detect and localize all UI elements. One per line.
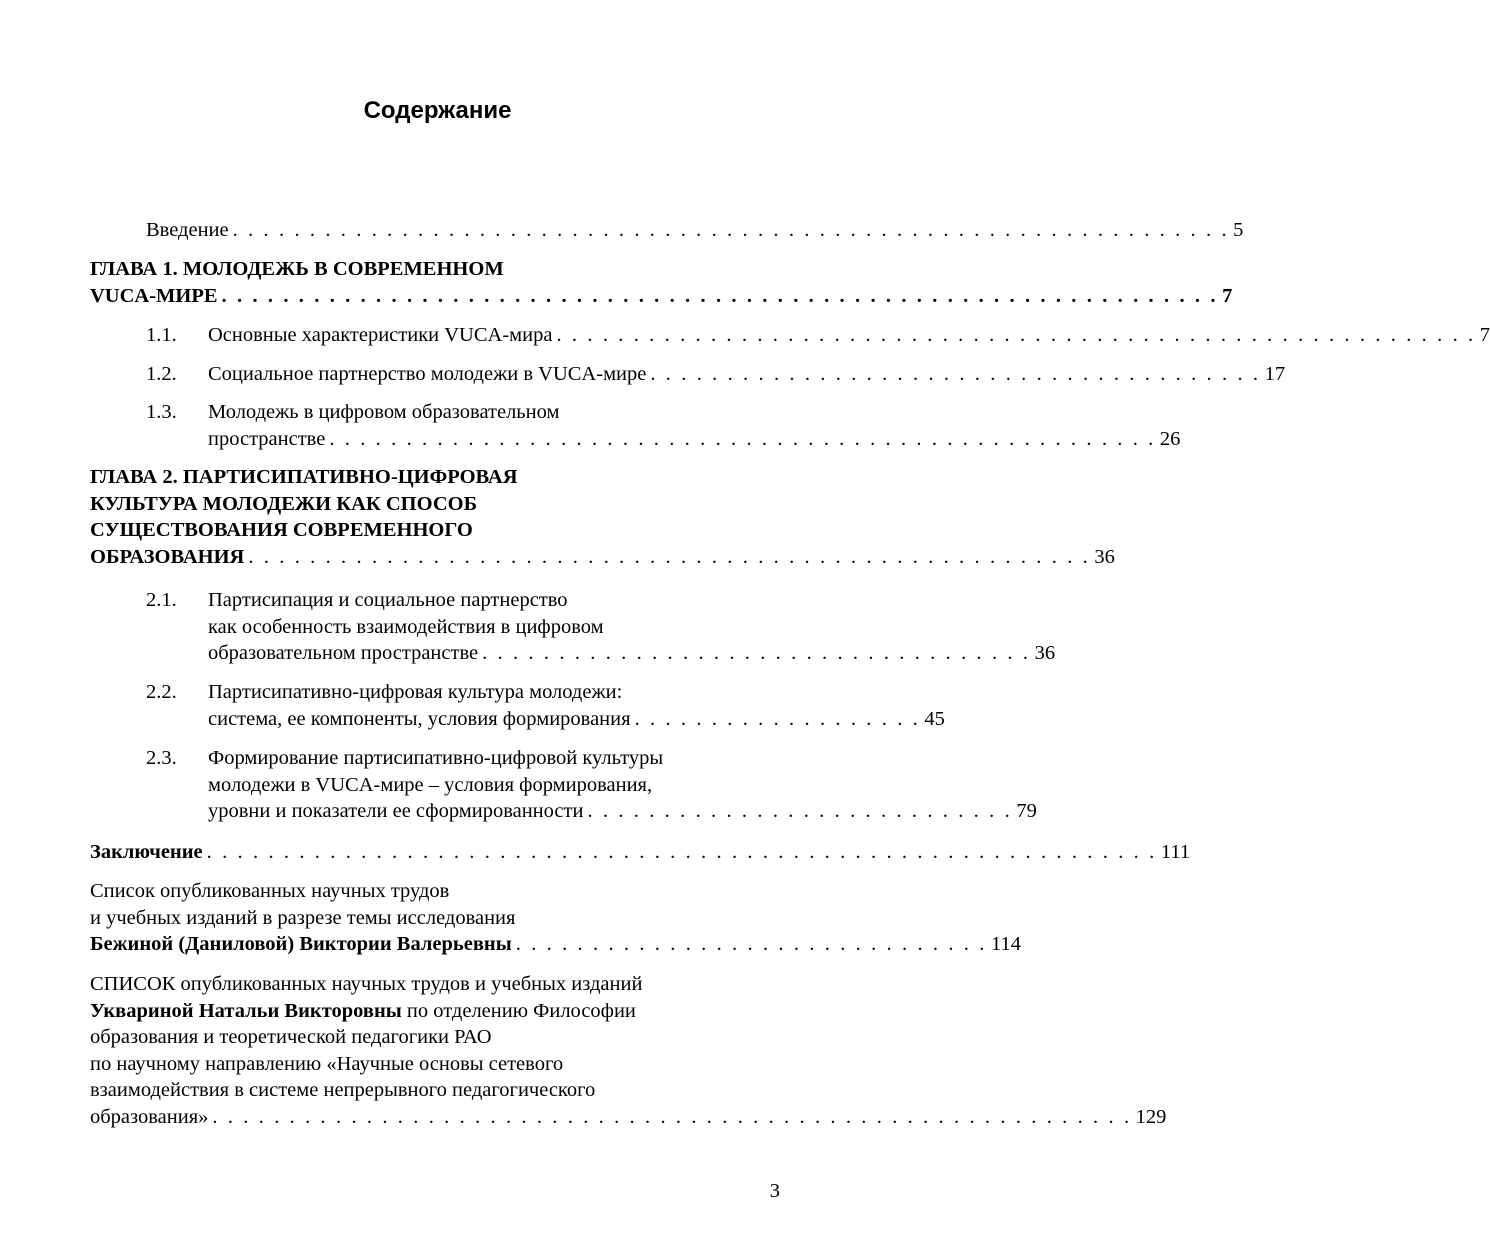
toc-entry-text: Формирование партисипативно-цифровой культуры [208,747,664,769]
leader-dots: . . . . . . . . . . . . . . . . . . . . . . . . . . . . . . . . . . . . . . . . . . . . . . . . . . . . . . . [248,545,1091,568]
chapter-title-line: СУЩЕСТВОВАНИЯ СОВРЕМЕННОГО [90,519,473,541]
toc-entry-text: образования и теоретической педагогики РАО [90,1026,492,1048]
chapter-title-line: VUCA-МИРЕ [90,284,218,307]
toc-page-number: 7 [1479,324,1490,346]
section-number: 1.1. [146,324,177,346]
toc-entry-section-2-1 [208,587,1056,667]
toc-entry-text: Партисипативно-цифровая культура молодежи: [208,681,623,703]
toc-page-number: 111 [1160,841,1191,863]
leader-dots: . . . . . . . . . . . . . . . . . . . . . . . . . . . . . . . . . . . . . . . . . . . . . . . . . . . . . . . . . . . . [212,1105,1132,1128]
toc-page-number: 79 [1016,800,1037,822]
toc-page-number: 114 [990,933,1021,955]
toc-entry-text: Основные характеристики VUCA-мира [208,324,553,346]
toc-entry-section-1-2 [208,361,1286,388]
toc-entry-chapter-1 [90,256,1233,309]
toc-entry-text: и учебных изданий в разрезе темы исследования [90,906,516,929]
toc-entry-text: пространстве [208,427,326,450]
page-number: 3 [769,1180,780,1202]
toc-entry-text: Список опубликованных научных трудов [90,880,450,902]
toc-page-number: 26 [1159,427,1181,450]
section-number: 2.3. [146,747,177,769]
section-number: 2.1. [146,589,177,611]
toc-entry-section-1-1 [208,322,1490,349]
toc-page-number: 5 [1233,219,1244,241]
toc-entry-section-2-2 [208,679,945,732]
toc-entry-text: Молодежь в цифровом образовательном [208,401,560,423]
toc-page-number: 17 [1264,363,1286,385]
toc-entry-text: Введение [146,219,229,241]
section-number: 1.2. [146,363,177,385]
chapter-title-line: ГЛАВА 1. МОЛОДЕЖЬ В СОВРЕМЕННОМ [90,258,504,280]
chapter-title-line: ГЛАВА 2. ПАРТИСИПАТИВНО-ЦИФРОВАЯ [90,466,518,488]
toc-entry-text: Социальное партнерство молодежи в VUCA-мире [208,363,647,385]
chapter-title-line: ОБРАЗОВАНИЯ [90,545,245,568]
section-number: 2.2. [146,681,177,703]
toc-entry-publications-2 [90,971,1167,1130]
toc-entry-text: Партисипация и социальное партнерство [208,589,568,611]
toc-entry-text: система, ее компоненты, условия формирования [208,707,631,730]
leader-dots: . . . . . . . . . . . . . . . . . . . [634,707,921,730]
leader-dots: . . . . . . . . . . . . . . . . . . . . . . . . . . . . . . . . . . . . . . . . . . . . . . . . . . . . . . . . . . . . [556,324,1476,346]
toc-entry-text-line [90,998,780,1025]
section-number: 1.3. [146,401,177,423]
leader-dots: . . . . . . . . . . . . . . . . . . . . . . . . . . . . . . . . . . . . . . . . [650,363,1261,385]
leader-dots: . . . . . . . . . . . . . . . . . . . . . . . . . . . . . . . . . . . . . . . . . . . . . . . . . . . . . . [329,427,1156,450]
toc-entry-text: взаимодействия в системе непрерывного педагогического [90,1079,596,1101]
leader-dots: . . . . . . . . . . . . . . . . . . . . . . . . . . . . . . . . . . . . . . . . . . . . . . . . . . . . . . . . . . . . . . . . . [232,219,1230,241]
toc-page-number: 45 [924,707,945,730]
toc-entry-text: по отделению Философии [401,999,636,1022]
toc-entry-publications-1 [90,878,1021,958]
toc-entry-text: уровни и показатели ее сформированности [208,800,584,822]
toc-page-number: 36 [1034,642,1056,664]
toc-entry-text: по научному направлению «Научные основы сетевого [90,1052,564,1075]
leader-dots: . . . . . . . . . . . . . . . . . . . . . . . . . . . . . . . . . . . . . . . . . . . . . . . . . . . . . . . . . . . . . . [206,841,1157,863]
toc-entry-intro [146,217,1244,244]
chapter-title-line: КУЛЬТУРА МОЛОДЕЖИ КАК СПОСОБ [90,492,478,515]
leader-dots: . . . . . . . . . . . . . . . . . . . . . . . . . . . . [587,800,1013,822]
leader-dots: . . . . . . . . . . . . . . . . . . . . . . . . . . . . . . . . . . . . . . . . . . . . . . . . . . . . . . . . . . . . . . . . . [221,284,1219,307]
toc-entry-chapter-2 [90,464,1115,570]
toc-entry-text: образовательном пространстве [208,642,479,664]
toc-entry-text: СПИСОК опубликованных научных трудов и учебных изданий [90,973,643,995]
toc-entry-text: как особенность взаимодействия в цифровом [208,615,604,638]
author-name: Бежиной (Даниловой) Виктории Валерьевны [90,933,512,955]
toc-entry-text: молодежи в VUCA-мире – условия формирования, [208,773,653,796]
toc-page-number: 36 [1094,545,1115,568]
leader-dots: . . . . . . . . . . . . . . . . . . . . . . . . . . . . . . . [515,933,987,955]
toc-page-number: 129 [1135,1105,1167,1128]
toc-entry-section-2-3 [208,745,1037,825]
page-title: Содержание [363,97,512,124]
toc-page-number: 7 [1222,284,1233,307]
author-name: Уквариной Натальи Викторовны [90,999,402,1022]
toc-entry-text: образования» [90,1105,209,1128]
toc-entry-text: Заключение [90,841,203,863]
toc-entry-section-1-3 [208,399,1181,452]
leader-dots: . . . . . . . . . . . . . . . . . . . . . . . . . . . . . . . . . . . . [482,642,1031,664]
toc-entry-conclusion [90,839,1191,866]
